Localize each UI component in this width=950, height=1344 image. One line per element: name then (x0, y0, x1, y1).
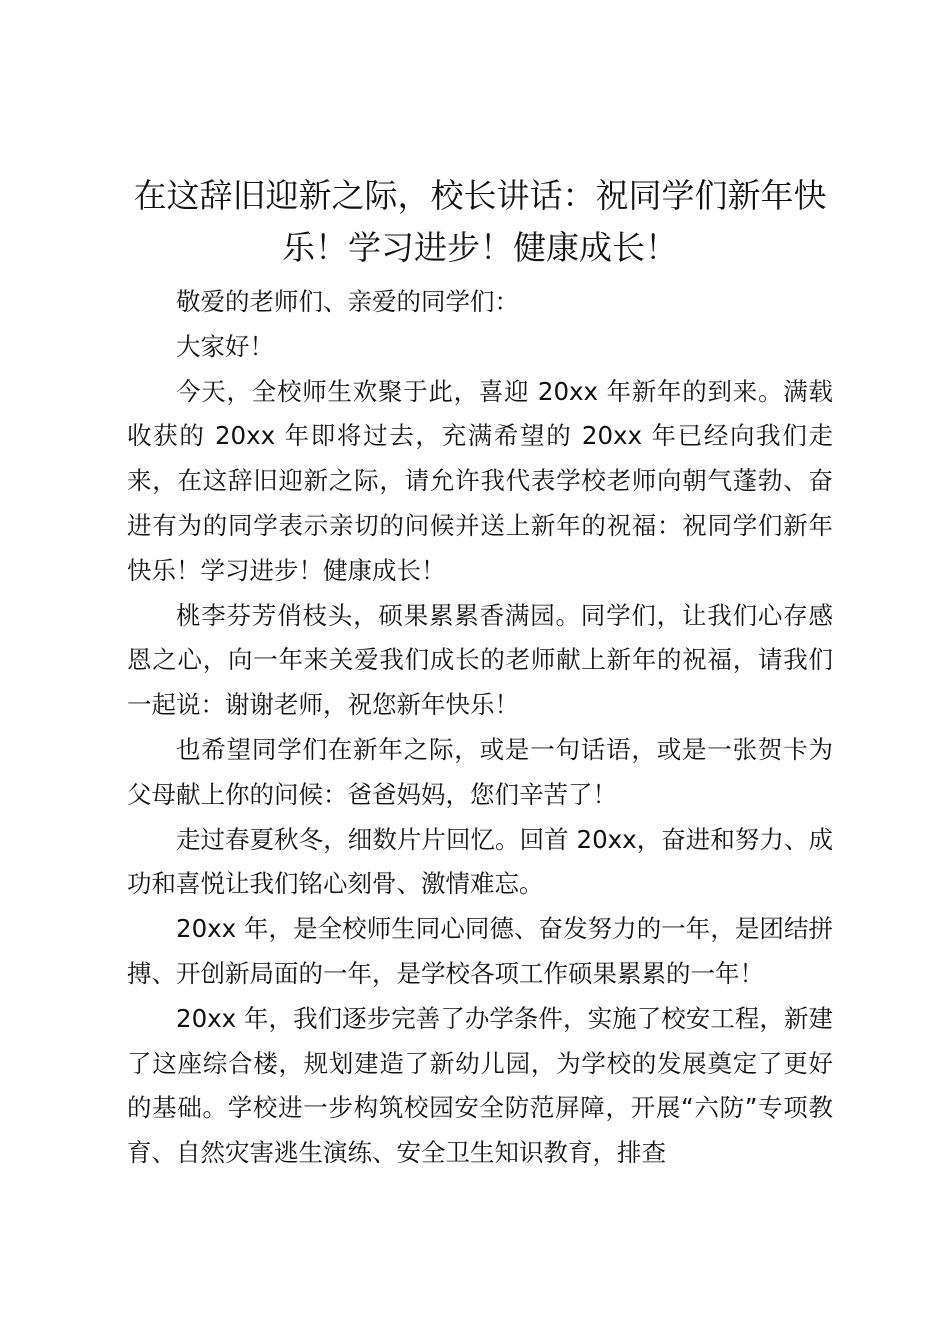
paragraph-thank-parents: 也希望同学们在新年之际，或是一句话语，或是一张贺卡为父母献上你的问候：爸爸妈妈，您们辛苦了！ (127, 734, 833, 809)
paragraph-greeting: 大家好！ (176, 331, 274, 361)
document-body (127, 170, 833, 1176)
document-title: 在这辞旧迎新之际，校长讲话：祝同学们新年快乐！学习进步！健康成长！ (133, 176, 827, 267)
paragraph-thank-teachers: 桃李芬芳俏枝头，硕果累累香满园。同学们，让我们心存感恩之心，向一年来关爱我们成长的老师献上新年的祝福，请我们一起说：谢谢老师，祝您新年快乐！ (127, 600, 833, 720)
paragraph-look-back: 走过春夏秋冬，细数片片回忆。回首 20xx，奋进和努力、成功和喜悦让我们铭心刻骨、激情难忘。 (127, 824, 833, 899)
paragraph-new-year-wishes: 今天，全校师生欢聚于此，喜迎 20xx 年新年的到来。满载收获的 20xx 年即将过去，充满希望的 20xx 年已经向我们走来，在这辞旧迎新之际，请允许我代表学校老师向朝气蓬勃、奋进有为的同学表示亲切的问候并送上新年的祝福：祝同学们新年快乐！学习进步！健康成长！ (127, 376, 833, 585)
paragraph-year-summary: 20xx 年，是全校师生同心同德、奋发努力的一年，是团结拼搏、开创新局面的一年，是学校各项工作硕果累累的一年！ (127, 914, 833, 988)
paragraph-salutation: 敬爱的老师们、亲爱的同学们： (176, 287, 519, 316)
paragraph-achievements: 20xx 年，我们逐步完善了办学条件，实施了校安工程，新建了这座综合楼，规划建造了新幼儿园，为学校的发展奠定了更好的基础。学校进一步构筑校园安全防范屏障，开展“六防”专项教育、自然灾害逃生演练、安全卫生知识教育，排查 (127, 1003, 833, 1168)
